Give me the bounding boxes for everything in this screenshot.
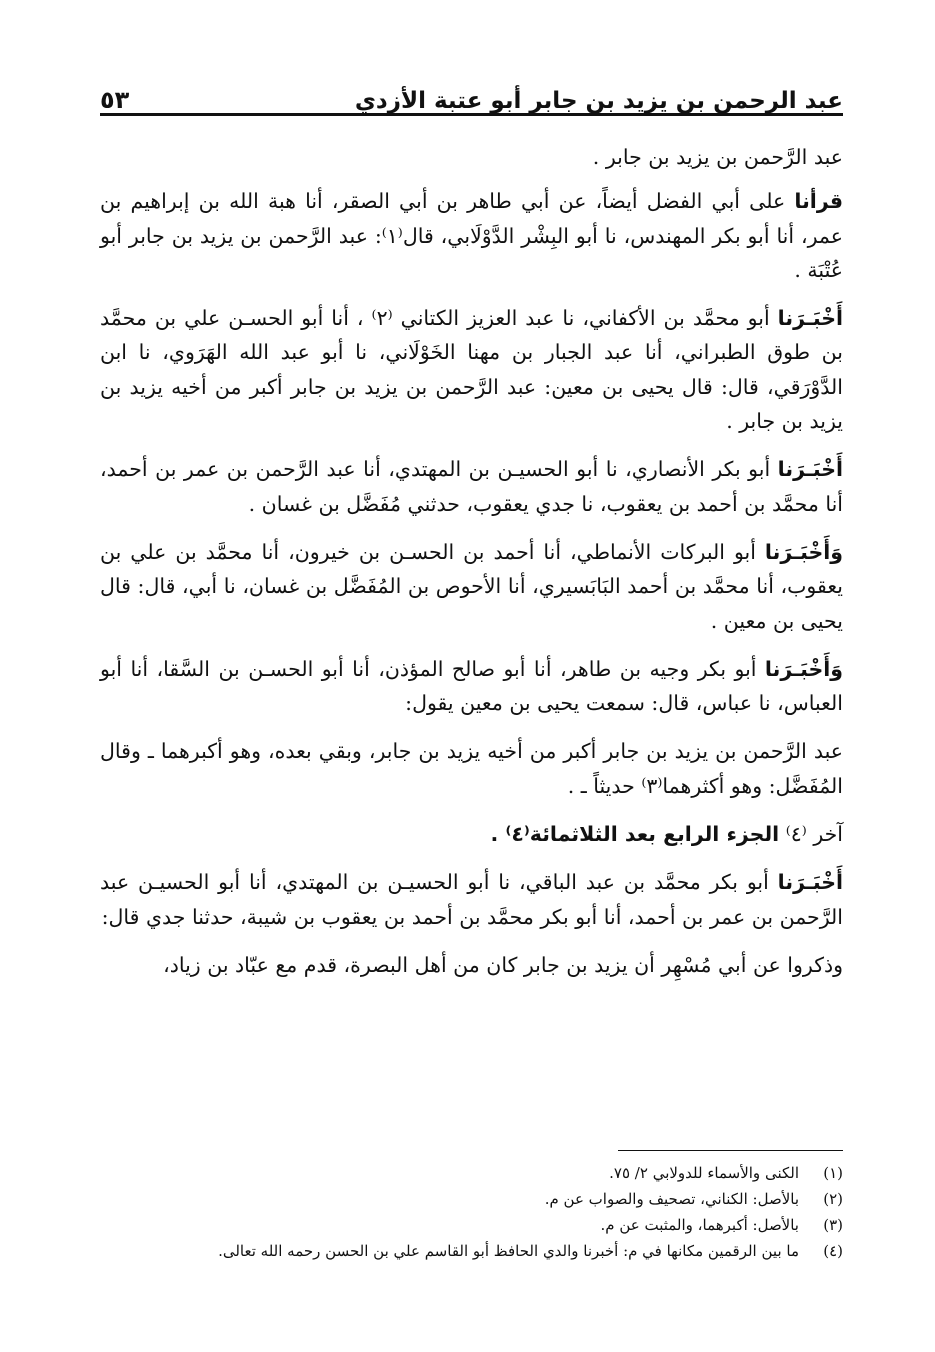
paragraph-text: أبو بكر الأنصاري، نا أبو الحسيـن بن المهتدي، أنا عبد الرَّحمن بن عمر بن أحمد، أنا محمَّد بن أحمد بن يعقوب، نا جدي يعقوب، حدثني مُفَضَّل بن غسان . [100, 457, 843, 516]
section-end-marker [100, 817, 843, 851]
paragraph-text: على أبي الفضل أيضاً، عن أبي طاهر بن أبي الصقر، أنا هبة الله بن إبراهيم بن عمر، أنا أبو بكر المهندس، نا أبو البِشْر الدَّوْلَابي، قال⁽١⁾: عبد الرَّحمن بن يزيد بن جابر أبو عُتْبَة . [100, 189, 843, 282]
paragraph [100, 535, 843, 638]
paragraph [100, 865, 843, 934]
footnote-number: (٣) [823, 1216, 843, 1234]
paragraph-text: أبو بكر وجيه بن طاهر، أنا أبو صالح المؤذن، أنا أبو الحسـن بن السَّقا، أنا أبو العباس، نا عباس، قال: سمعت يحيى بن معين يقول: [100, 656, 843, 716]
narration-keyword: وَأَخْبَـرَنا [764, 656, 843, 681]
footnote [100, 1238, 843, 1264]
paragraph-text: وذكروا عن أبي مُسْهِر أن يزيد بن جابر كان من أهل البصرة، قدم مع عبّاد بن زياد، [163, 952, 843, 977]
footnote-text: الكنى والأسماء للدولابي ٢/ ٧٥. [609, 1164, 799, 1182]
narration-keyword: أَخْبَـرَنا [777, 457, 843, 482]
narration-keyword: أَخْبَـرَنا [777, 306, 843, 331]
paragraph-text: آخر ⁽٤⁾ [779, 822, 843, 847]
paragraph [100, 652, 843, 721]
paragraph-text: عبد الرَّحمن بن يزيد بن جابر . [592, 145, 843, 169]
paragraph-text: أبو بكر محمَّد بن عبد الباقي، نا أبو الحسيـن بن المهتدي، أنا أبو الحسيـن عبد الرَّحمن بن عمر بن أحمد، أنا أبو بكر محمَّد بن أحمد بن يعقوب بن شيبة، حدثنا جدي قال: [100, 870, 843, 929]
main-text [100, 140, 843, 992]
paragraph [100, 184, 843, 287]
narration-keyword: أَخْبَـرَنا [777, 870, 843, 895]
paragraph [100, 948, 843, 982]
running-title: عبد الرحمن بن يزيد بن جابر أبو عتبة الأزدي [354, 88, 843, 114]
paragraph [100, 734, 843, 803]
footnote-number: (٢) [823, 1190, 843, 1208]
running-header [100, 68, 843, 114]
paragraph [100, 301, 843, 438]
footnote [100, 1212, 843, 1238]
paragraph-text: عبد الرَّحمن بن يزيد بن جابر أكبر من أخيه يزيد بن جابر، وبقي بعده، وهو أكبرهما ـ وقال المُفَضَّل: وهو أكثرهما⁽٣⁾ حديثاً ـ . [100, 739, 843, 798]
footnote [100, 1186, 843, 1212]
paragraph-text: أبو محمَّد بن الأكفاني، نا عبد العزيز الكتاني ⁽٢⁾ ، أنا أبو الحسـن علي بن محمَّد بن طوق الطبراني، أنا عبد الجبار بن مهنا الخَوْلَاني، نا أبو عبد الله الهَرَوي، نا ابن الدَّوْرَقي، قال: قال يحيى بن معين: عبد الرَّحمن بن يزيد بن جابر أكبر من أخيه يزيد بن يزيد بن جابر . [100, 306, 843, 434]
footnotes [100, 1160, 843, 1264]
narration-keyword: وَأَخْبَـرَنا [764, 539, 843, 564]
footnote-number: (١) [823, 1164, 843, 1182]
footnote-text: بالأصل: الكناني، تصحيف والصواب عن م. [544, 1190, 799, 1208]
footnote-text: بالأصل: أكبرهما، والمثبت عن م. [600, 1216, 799, 1234]
paragraph-text: أبو البركات الأنماطي، أنا أحمد بن الحسـن بن خيرون، أنا محمَّد بن علي بن يعقوب، أنا محمَّد بن أحمد البَابَسيري، أنا الأحوص بن المُفَضَّل بن غسان، نا أبي، قال: قال يحيى بن معين . [100, 539, 843, 633]
paragraph [100, 452, 843, 521]
footnote-text: ما بين الرقمين مكانها في م: أخبرنا والدي الحافظ أبو القاسم علي بن الحسن رحمه الله تعالى. [218, 1242, 799, 1260]
footnote [100, 1160, 843, 1186]
narration-keyword: قرأنا [794, 189, 843, 214]
header-rule [100, 113, 843, 116]
footnote-number: (٤) [823, 1242, 843, 1260]
footnote-rule [618, 1150, 843, 1151]
page-number: ٥٣ [100, 86, 130, 114]
section-title: الجزء الرابع بعد الثلاثمائة⁽٤⁾ . [490, 822, 780, 847]
paragraph [100, 140, 843, 174]
